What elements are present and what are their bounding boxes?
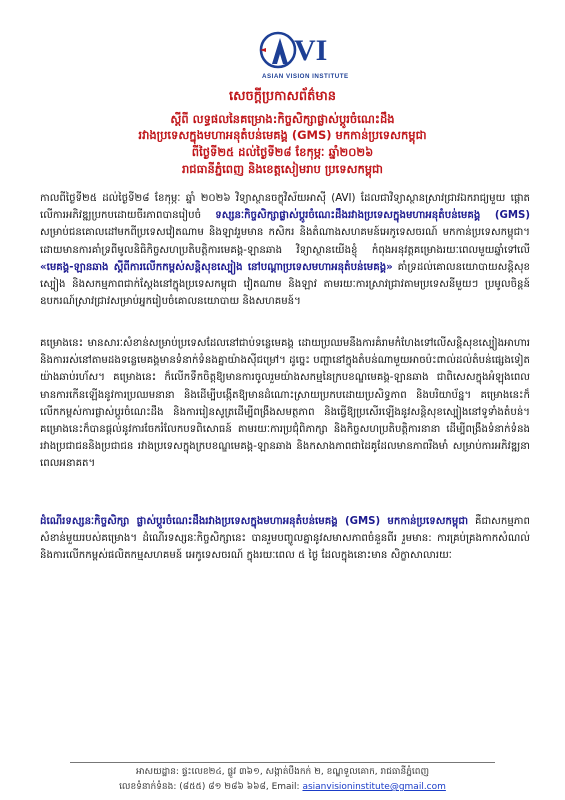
date-line: ពីថ្ងៃទី២៥ ដល់ថ្ងៃទី២៨ ខែកុម្ភៈ ឆ្នាំ២០២៦	[191, 145, 374, 159]
p1-text-a: កាលពីថ្ងៃទី២៥ ដល់ថ្ងៃទី២៨ ខែកុម្ភៈ ឆ្នាំ ២០២៦ វិទ្យាស្ថានចក្ខុវិស័យអាស៊ី (AVI) ដែលជាវិទ្យាស្ថានស្រាវជ្រាវឯករាជ្យមួយ ផ្តោតលើការអភិវឌ្ឍប្រកបដោយចីរភាពបានរៀបចំ	[40, 193, 530, 222]
subtitle-line-2: រវាងប្រទេសក្នុងមហាអនុតំបន់មេគង្គ (GMS) មកកាន់ប្រទេសកម្ពុជា	[138, 128, 427, 142]
svg-text:VI: VI	[294, 34, 328, 67]
p3-text-b: គឺជាសកម្មភាព សំខាន់មួយរបស់គម្រោង។ ដំណើរទស្សនៈកិច្ចសិក្សានេះ បានរួមបញ្ចូលគ្នានូវសមាសភាពចំនួនពីរ រួមមាន: ការគ្រប់គ្រងកាកសំណល់ និងការលើកកម្ពស់ផលិតកម្មសហគមន៍ អេកូទេសចរណ៍ ក្នុងរយៈពេល ៥ ថ្ងៃ ដែលក្នុងនោះមាន សិក្ខាសាលារយៈ	[40, 516, 530, 562]
p1-highlight-1: ទស្សនៈកិច្ចសិក្សាផ្លាស់ប្តូរចំណេះដឹងរវាងប្រទេសក្នុងមហាអនុតំបន់មេគង្គ (GMS)	[215, 210, 530, 222]
footer-email-link[interactable]: asianvisioninstitute@gmail.com	[302, 782, 446, 792]
press-release-title: សេចក្តីប្រកាសព័ត៌មាន	[228, 89, 337, 104]
p1-text-c: សម្រាប់ជនគោលដៅមកពីប្រទេសវៀតណាម និងឡាវរួមមាន កសិករ និងតំណាងសហគមន៍អេកូទេសចរណ៍ មកកាន់ប្រទេសកម្ពុជា។ ដោយមានការគាំទ្រពីមូលនិធិកិច្ចសហប្រតិបត្តិការមេគង្គ-ឡានឆាង វិទ្យាស្ថានយើងខ្ញុំ កំពុងអនុវត្តគម្រោងរយៈពេលមួយឆ្នាំទៅលើ	[40, 227, 530, 256]
subtitle-line-1: ស្តីពី លទ្ធផលនៃគម្រោង:កិច្ចសិក្សាផ្លាស់ប្តូរចំណេះដឹង	[170, 112, 395, 126]
footer-contact	[0, 781, 565, 794]
paragraph-1	[40, 190, 530, 310]
svg-text:ASIAN VISION INSTITUTE: ASIAN VISION INSTITUTE	[262, 73, 349, 80]
p3-highlight: ដំណើរទស្សនៈកិច្ចសិក្សា ផ្លាស់ប្តូរចំណេះដឹងរវាងប្រទេសក្នុងមហាអនុតំបន់មេគង្គ (GMS) មកកាន់ប្រទេសកម្ពុជា	[40, 516, 469, 527]
p1-text-e: គាំទ្រដល់គោលនយោបាយសន្តិសុខស្បៀង និងសកម្មភាពជាក់ស្តែងនៅក្នុងប្រទេសកម្ពុជា វៀតណាម និងឡាវ តាមរយៈការស្រាវជ្រាវតាមប្រទេសនីមួយៗ ប្រមូលចិន្តន៍ ឧបករណ៍ស្រាវជ្រាវសម្រាប់អ្នករៀបចំគោលនយោបាយ និងសហគមន៍។	[40, 261, 530, 308]
avi-logo-mark	[200, 28, 370, 88]
footer-phone: លេខទំនាក់ទំនង: (៨៥៥) ៨១ ២៨៦ ៦៦៨,	[119, 782, 269, 792]
footer-address: អាសយដ្ឋាន: ផ្ទះលេខ២៤, ផ្លូវ ៣៦១, សង្កាត់បឹងកក់ ២, ខណ្ឌទួលគោក, រាជធានីភ្នំពេញ	[135, 767, 430, 777]
avi-logo	[200, 28, 370, 88]
paragraph-3	[40, 513, 530, 565]
paragraph-2: គម្រោងនេះ មានសារៈសំខាន់សម្រាប់ប្រទេសដែលនៅជាប់ទន្លេមេគង្គ ដោយប្រឈមនឹងការគំរាមកំហែងទៅលើសន្តិសុខស្បៀងអាហារ និងការរស់នៅតាមដងទន្លេមេគង្គមានទំនាក់ទំនងគ្នាយ៉ាងស៊ីជម្រៅ។ ដូច្នេះ បញ្ហានៅក្នុងតំបន់ណាមួយអាចប៉ះពាល់ដល់តំបន់ផ្សេងទៀតយ៉ាងឆាប់រហ័ស។ គម្រោងនេះ ក៏លើកទឹកចិត្តឱ្យមានការចូលរួមយ៉ាងសកម្មនៃក្របខណ្ឌមេគង្គ-ឡានឆាង ជាពិសេសក្នុងអំឡុងពេលមានការកើនឡើងនូវការប្រឈមនានា និងដើម្បីបង្កើតឱ្យមានដំណោះស្រាយប្រកបដោយប្រសិទ្ធភាព និងបរិយាប័ន្ន។ គម្រោងនេះក៏លើកកម្ពស់ការផ្លាស់ប្តូរចំណេះដឹង និងការរៀនសូត្រដើម្បីពង្រឹងសមត្ថភាព និងធ្វើឱ្យប្រសើរឡើងនូវសន្តិសុខស្បៀងនៅទូទាំងតំបន់។ គម្រោងនេះក៏បានផ្តល់នូវការចែករំលែកបទពិសោធន៍ តាមរយៈការប្រជុំពិភាក្សា និងកិច្ចសហប្រតិបត្តិការនានា ដើម្បីពង្រឹងទំនាក់ទំនងរវាងប្រជាជននិងប្រជាជន រវាងប្រទេសក្នុងក្របខណ្ឌមេគង្គ-ឡានឆាង និងកសាងភាពជាដៃគូដែលមានភាពរឹងមាំ សម្រាប់ការអភិវឌ្ឍនាពេលអនាគត។	[40, 338, 530, 470]
location-line: រាជធានីភ្នំពេញ និងខេត្តសៀមរាប ប្រទេសកម្ពុជា	[181, 162, 383, 176]
footer-divider	[70, 762, 495, 763]
p1-highlight-2: «មេគង្គ-ឡានឆាង ស្តីពីការលើកកម្ពស់សន្តិសុខស្បៀង នៅបណ្តាប្រទេសមហាអនុតំបន់មេគង្គ»	[40, 261, 393, 273]
footer	[0, 762, 565, 800]
footer-email-label: Email:	[271, 782, 300, 792]
